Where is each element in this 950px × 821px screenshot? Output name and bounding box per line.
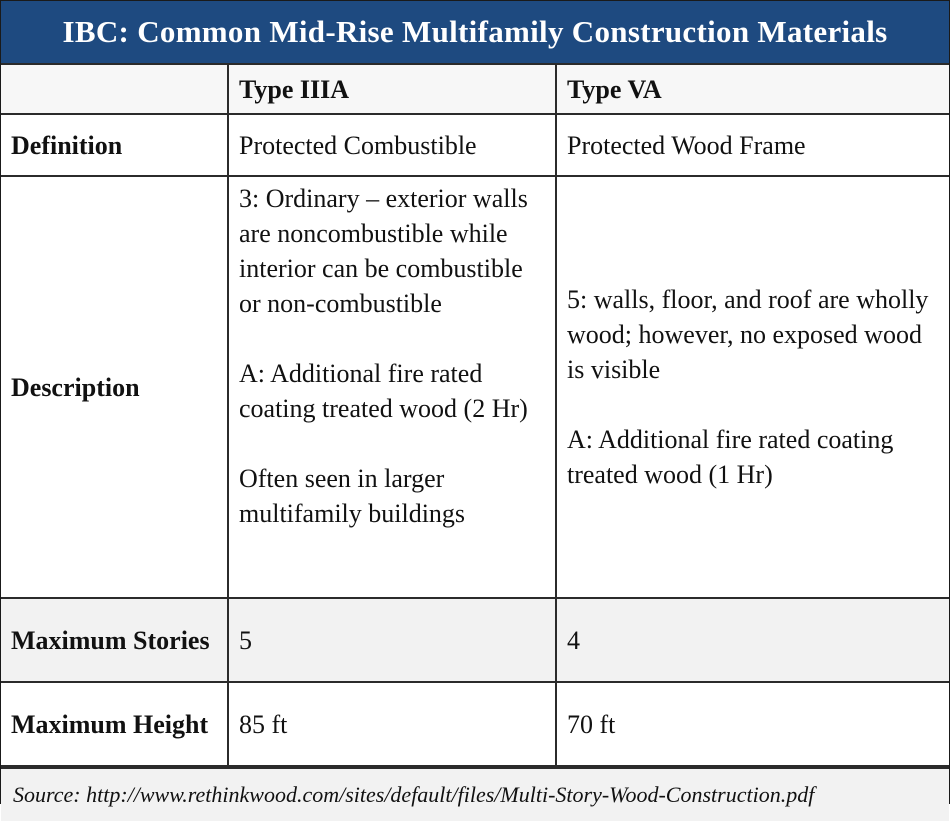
definition-type-iiia: Protected Combustible [228,114,556,176]
header-empty-cell [1,65,228,114]
max-height-type-iiia: 85 ft [228,682,556,766]
table-row-max-stories [1,598,949,682]
table-row-definition [1,114,949,176]
description-type-iiia [228,176,556,598]
description-type-va [556,176,949,598]
row-label-max-stories: Maximum Stories [1,598,228,682]
max-height-type-va: 70 ft [556,682,949,766]
source-citation: Source: http://www.rethinkwood.com/sites/default/files/Multi-Story-Wood-Construction.pdf [1,767,949,821]
materials-table [1,65,949,767]
header-row [1,65,949,114]
max-stories-type-iiia: 5 [228,598,556,682]
description-va-para-2: A: Additional fire rated coating treated wood (1 Hr) [567,425,894,489]
row-label-definition: Definition [1,114,228,176]
description-iiia-para-1: 3: Ordinary – exterior walls are noncombustible while interior can be combustible or non-combustible [239,184,528,318]
description-va-para-1: 5: walls, floor, and roof are wholly wood; however, no exposed wood is visible [567,285,929,384]
row-label-max-height: Maximum Height [1,682,228,766]
table-row-max-height [1,682,949,766]
description-iiia-para-2: A: Additional fire rated coating treated wood (2 Hr) [239,359,528,423]
description-iiia-para-3: Often seen in larger multifamily buildings [239,464,466,528]
header-type-iiia: Type IIIA [228,65,556,114]
definition-type-va: Protected Wood Frame [556,114,949,176]
table-title: IBC: Common Mid-Rise Multifamily Construction Materials [1,1,949,65]
header-type-va: Type VA [556,65,949,114]
table-row-description [1,176,949,598]
max-stories-type-va: 4 [556,598,949,682]
row-label-description: Description [1,176,228,598]
